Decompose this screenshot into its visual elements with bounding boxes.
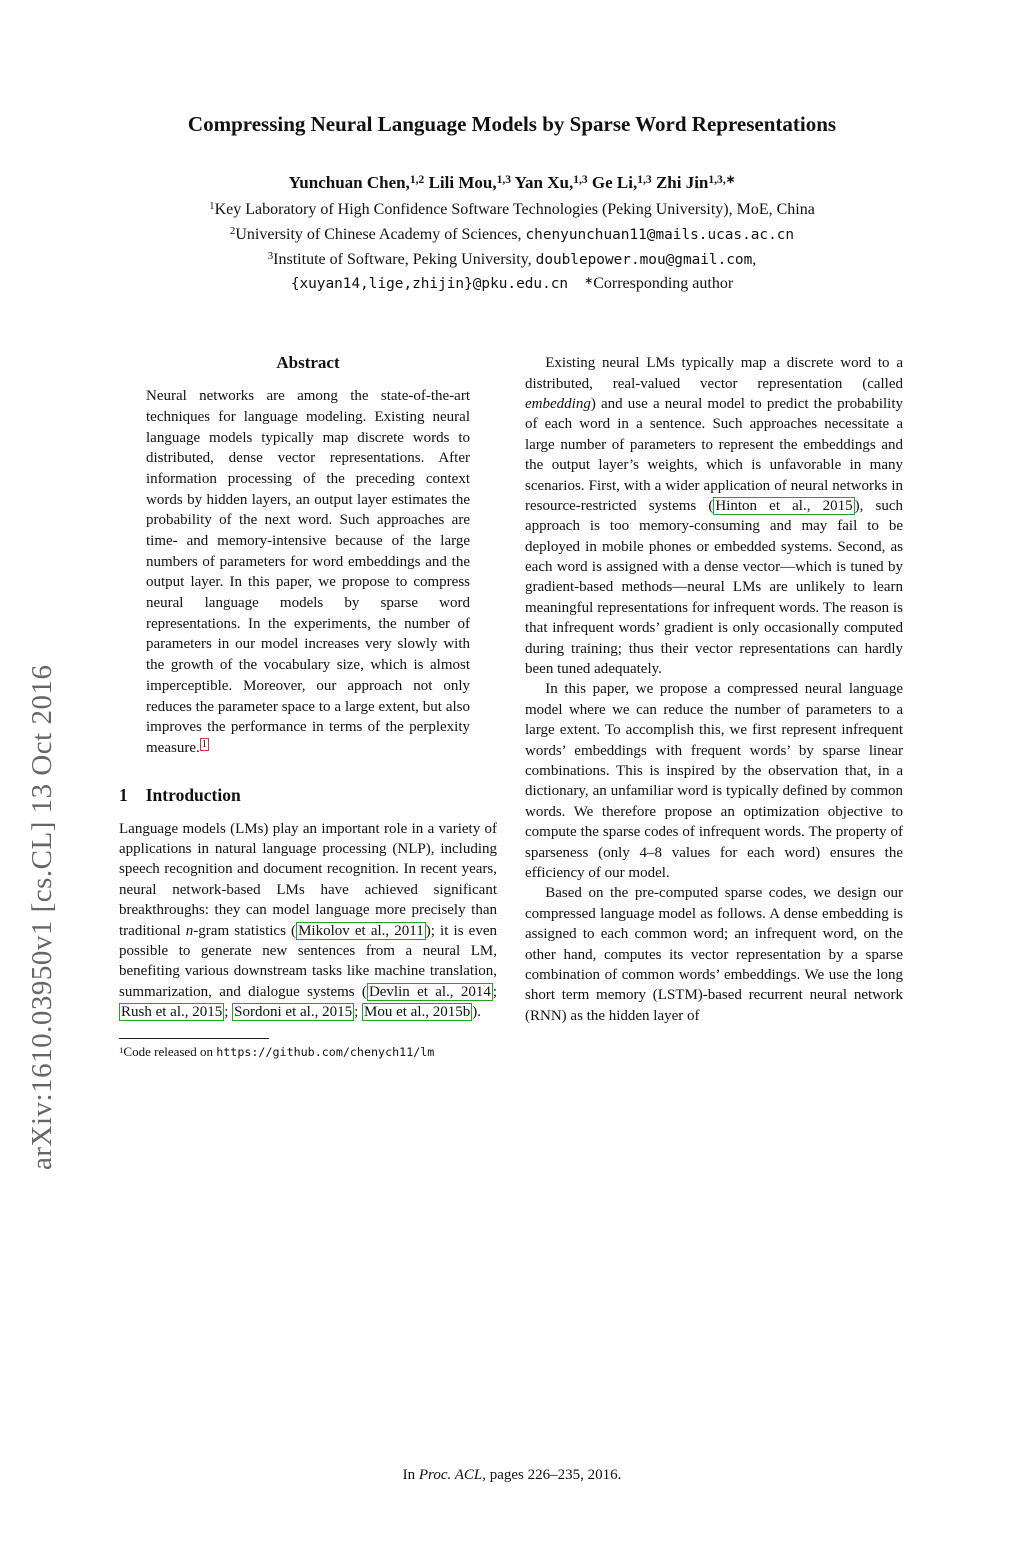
citation-link[interactable]: Mou et al., 2015b bbox=[364, 1004, 471, 1021]
section-number: 1 bbox=[119, 784, 128, 805]
text-segment: ; bbox=[354, 1004, 362, 1021]
text-segment: ), such approach is too memory-consuming and may fail to be deployed in mobile phones or embedded systems. Second, as each word is assigned with a dense vector—which is tuned by gradient-based methods—neural LMs are unlikely to learn meaningful representations for infrequent words. The reason is that infrequent words’ gradient is only occasionally computed during training; thus their vector representations can hardly been tuned adequately. bbox=[525, 497, 903, 678]
text-segment: ) and use a neural model to predict the probability of each word in a sentence. Such approaches necessitate a large number of parameters to represent the embeddings and the output layer’s weights, which is unfavorable in many scenarios. First, with a wider application of neural networks in resource-restricted systems ( bbox=[525, 395, 903, 514]
section-title: Introduction bbox=[145, 784, 241, 805]
text-segment: doublepower.mou@gmail.com bbox=[535, 251, 753, 268]
text-segment: Language models (LMs) play an important role in a variety of applications in natural language processing (NLP), including speech recognition and document recognition. In recent years, neural network-based LMs have achieved significant breakthroughs: they can model language more precisely than traditional bbox=[119, 820, 497, 939]
affiliation-line-1 bbox=[0, 198, 1024, 223]
citation-link[interactable]: Rush et al., 2015 bbox=[121, 1004, 223, 1021]
text-segment: embedding bbox=[525, 395, 591, 412]
text-segment: Yunchuan Chen, bbox=[288, 173, 410, 192]
authors-line bbox=[0, 173, 1024, 193]
right-column bbox=[525, 353, 903, 1061]
text-segment: Institute of Software, Peking University, bbox=[273, 250, 536, 268]
text-segment: https://github.com/chenych11/lm bbox=[216, 1045, 435, 1060]
text-segment: 1,3 bbox=[637, 172, 652, 186]
text-segment: Proc. ACL bbox=[418, 1467, 483, 1483]
text-segment: 2 bbox=[229, 224, 236, 237]
text-segment: 1,3,∗ bbox=[708, 172, 736, 186]
text-segment: Key Laboratory of High Confidence Software Technologies (Peking University), MoE, China bbox=[214, 201, 815, 218]
text-segment: Zhi Jin bbox=[651, 173, 709, 192]
text-segment: In bbox=[402, 1467, 419, 1483]
text-segment: 1 bbox=[209, 200, 215, 213]
text-segment: ; bbox=[492, 983, 498, 1000]
text-segment: Based on the pre-computed sparse codes, we design our compressed language model as follows. A dense embedding is assigned to each common word; an infrequent word, on the other hand, computes its vector representation by a sparse combination of common words’ embeddings. We use the long short term memory (LSTM)-based recurrent neural network (RNN) as the hidden layer of bbox=[525, 885, 903, 1024]
text-segment: , pages 226–235, 2016. bbox=[482, 1467, 622, 1483]
text-segment: Lili Mou, bbox=[424, 173, 497, 192]
paper-title: Compressing Neural Language Models by Sparse Word Representations bbox=[187, 112, 837, 136]
affiliations-block bbox=[0, 198, 1024, 297]
text-segment bbox=[568, 275, 584, 292]
publication-footer bbox=[0, 1467, 1024, 1484]
footnote-ref-link[interactable]: 1 bbox=[201, 739, 207, 751]
footnote bbox=[119, 1038, 497, 1061]
text-segment: 3 bbox=[267, 249, 274, 262]
citation-link[interactable]: Devlin et al., 2014 bbox=[368, 983, 491, 1000]
affiliation-line-3 bbox=[0, 248, 1024, 273]
intro-paragraph bbox=[119, 819, 497, 1023]
two-column-body bbox=[0, 353, 1024, 1061]
text-segment: Yan Xu, bbox=[511, 173, 574, 192]
text-segment: Existing neural LMs typically map a discrete word to a distributed, real-valued vector representation (called bbox=[525, 355, 903, 392]
text-segment: 1,3 bbox=[496, 172, 512, 186]
left-column bbox=[119, 353, 497, 1061]
text-segment: University of Chinese Academy of Sciences, bbox=[235, 225, 526, 243]
affiliation-line-2 bbox=[0, 223, 1024, 248]
text-segment: Code released on bbox=[123, 1044, 217, 1060]
arxiv-watermark: arXiv:1610.03950v1 [cs.CL] 13 Oct 2016 bbox=[26, 664, 58, 1170]
text-segment: In this paper, we propose a compressed neural language model where we can reduce the number of parameters to a large extent. To accomplish this, we first represent infrequent words’ embeddings with frequent words’ by sparse linear combinations. This is inspired by the observation that, in a dictionary, an unfamiliar word is typically defined by common words. We therefore propose an optimization objective to compute the sparse codes of infrequent words. The property of sparseness (only 4–8 values for each word) ensures the efficiency of our model. bbox=[525, 681, 903, 881]
section-heading-introduction bbox=[119, 785, 497, 806]
text-segment: Corresponding author bbox=[593, 275, 734, 293]
citation-link[interactable]: Sordoni et al., 2015 bbox=[234, 1004, 353, 1021]
text-segment: 1,3 bbox=[573, 172, 588, 186]
text-segment: 1,2 bbox=[409, 172, 425, 186]
text-segment: , bbox=[752, 250, 757, 268]
citation-link[interactable]: Mikolov et al., 2011 bbox=[298, 922, 424, 939]
citation-link[interactable]: Hinton et al., 2015 bbox=[715, 497, 853, 514]
text-segment: ; bbox=[224, 1004, 233, 1021]
text-segment: 1 bbox=[119, 1044, 124, 1055]
footnote-text bbox=[119, 1044, 434, 1059]
paper-page bbox=[0, 112, 1024, 1560]
text-segment: Ge Li, bbox=[587, 173, 638, 192]
abstract-heading: Abstract bbox=[276, 353, 340, 373]
body-paragraph-3 bbox=[525, 883, 903, 1026]
footnote-rule bbox=[119, 1038, 269, 1039]
abstract-text bbox=[119, 386, 497, 758]
body-paragraph-1 bbox=[525, 353, 903, 679]
text-segment: ∗ bbox=[584, 274, 594, 287]
text-segment: n bbox=[185, 922, 194, 939]
text-segment: chenyunchuan11@mails.ucas.ac.cn bbox=[525, 226, 795, 243]
body-paragraph-2 bbox=[525, 679, 903, 883]
text-segment: -gram statistics ( bbox=[193, 922, 297, 939]
text-segment: {xuyan14,lige,zhijin}@pku.edu.cn bbox=[290, 276, 569, 293]
text-segment: ). bbox=[472, 1004, 481, 1021]
text-segment: ); it is even possible to generate new sentences from a neural LM, benefiting various downstream tasks like machine translation, summarization, and dialogue systems ( bbox=[119, 922, 497, 1000]
affiliation-line-4 bbox=[0, 272, 1024, 297]
text-segment: Neural networks are among the state-of-the-art techniques for language modeling. Existing neural language models typically map discrete words to distributed, dense vector representations. After information processing of the preceding context words by hidden layers, an output layer estimates the probability of the next word. Such approaches are time- and memory-intensive because of the large numbers of parameters for word embeddings and the output layer. In this paper, we propose to compress neural language models by sparse word representations. In the experiments, the number of parameters in our model increases very slowly with the growth of the vocabulary size, which is almost imperceptible. Moreover, our approach not only reduces the parameter space to a large extent, but also improves the performance in terms of the perplexity measure. bbox=[146, 388, 470, 756]
